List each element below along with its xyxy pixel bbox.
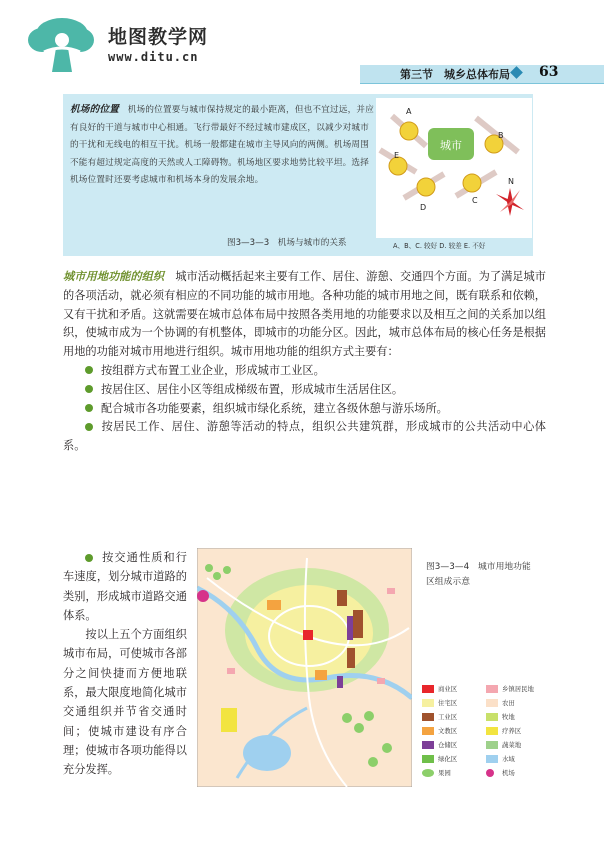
figure1-caption: 图3—3—3 机场与城市的关系 xyxy=(227,238,347,248)
bullet-item: 配合城市各功能要素，组织城市绿化系统，建立各级休憩与游乐场所。 xyxy=(63,400,546,419)
airport-icon xyxy=(197,590,209,602)
legend-swatch xyxy=(486,685,498,693)
section-header: 第三节 城乡总体布局 xyxy=(400,68,510,81)
logo-url: www.ditu.cn xyxy=(108,50,199,64)
bullet-icon xyxy=(85,554,93,562)
legend-swatch xyxy=(422,755,434,763)
legend-swatch xyxy=(422,685,434,693)
point-b: B xyxy=(498,131,504,140)
info-box-body: 机场的位置要与城市保持规定的最小距离，但也不宜过远，并应有良好的干道与城市中心相通。飞行带最好不经过城市建成区，以减少对城市的干扰和无线电的相互干扰。机场一般都建在城市主导风向的两侧。机场周围不能有超过规定高度的天然或人工障碍物。机场地区要求地势比较平坦。选择机场位置时还要考虑城市和机场本身的发展余地。 xyxy=(70,105,374,186)
north-label: N xyxy=(508,177,514,186)
legend-swatch xyxy=(422,741,434,749)
bullet-icon xyxy=(85,423,93,431)
info-box-text xyxy=(70,101,375,190)
bullet-item: 按居民工作、居住、游憩等活动的特点，组织公共建筑群，形成城市的公共活动中心体系。 xyxy=(63,420,546,453)
intro-paragraph: 城市用地功能的组织 城市活动概括起来主要有工作、居住、游憩、交通四个方面。为了满足城市的各项活动，就必须有相应的不同功能的城市用地。各种功能的城市用地之间，既有联系和依赖，又有干扰和矛盾。这就需要在城市总体布局中按照各类用地的功能要求以及相互之间的关系加以组织，使城市成为一个协调的有机整体，即城市的功能分区。因此，城市总体布局的核心任务是根据用地的功能对城市用地进行组织。城市用地功能的组织方式主要有： xyxy=(63,270,546,359)
bullet-item: 按居住区、居住小区等组成梯级布置，形成城市生活居住区。 xyxy=(63,381,546,400)
header-rule xyxy=(360,83,604,84)
figure2-caption: 图3—3—4 城市用地功能区组成示意 xyxy=(426,562,531,587)
closing-paragraph: 按以上五个方面组织城市布局，可使城市各部分之间快捷而方便地联系，最大限度地简化城市交通组织并节省交通时间；使城市建设有序合理；使城市各项功能得以充分发挥。 xyxy=(63,628,187,777)
legend-swatch xyxy=(422,713,434,721)
side-text xyxy=(63,548,187,780)
point-d: D xyxy=(420,203,427,212)
bullet-icon xyxy=(85,404,93,412)
logo-title: 地图教学网 xyxy=(108,26,209,48)
logo-tree-icon xyxy=(22,14,100,74)
legend-swatch xyxy=(486,727,498,735)
airport-city-figure xyxy=(376,98,532,238)
info-box-heading: 机场的位置 xyxy=(70,104,119,115)
legend-swatch xyxy=(486,699,498,707)
bullet-item: 按交通性质和行车速度，划分城市道路的类别，形成城市道路交通体系。 xyxy=(63,551,187,622)
section-title: 城市用地功能的组织 xyxy=(63,270,165,283)
legend-swatch xyxy=(422,769,434,777)
main-text xyxy=(63,268,546,456)
legend-swatch xyxy=(486,769,494,777)
point-c: C xyxy=(472,196,478,205)
legend-swatch xyxy=(422,727,434,735)
bullet-item: 按组群方式布置工业企业，形成城市工业区。 xyxy=(63,362,546,381)
bullet-icon xyxy=(85,385,93,393)
legend-swatch xyxy=(486,755,498,763)
point-e: E xyxy=(394,151,400,160)
figure1-legend: A、B、C. 较好 D. 较差 E. 不好 xyxy=(393,242,486,250)
legend-swatch xyxy=(486,713,498,721)
point-a: A xyxy=(406,107,412,116)
legend-swatch xyxy=(486,741,498,749)
legend-swatch xyxy=(422,699,434,707)
bullet-icon xyxy=(85,366,93,374)
city-function-map xyxy=(197,548,412,787)
page-number: 63 xyxy=(539,64,559,80)
city-label: 城市 xyxy=(440,139,462,152)
